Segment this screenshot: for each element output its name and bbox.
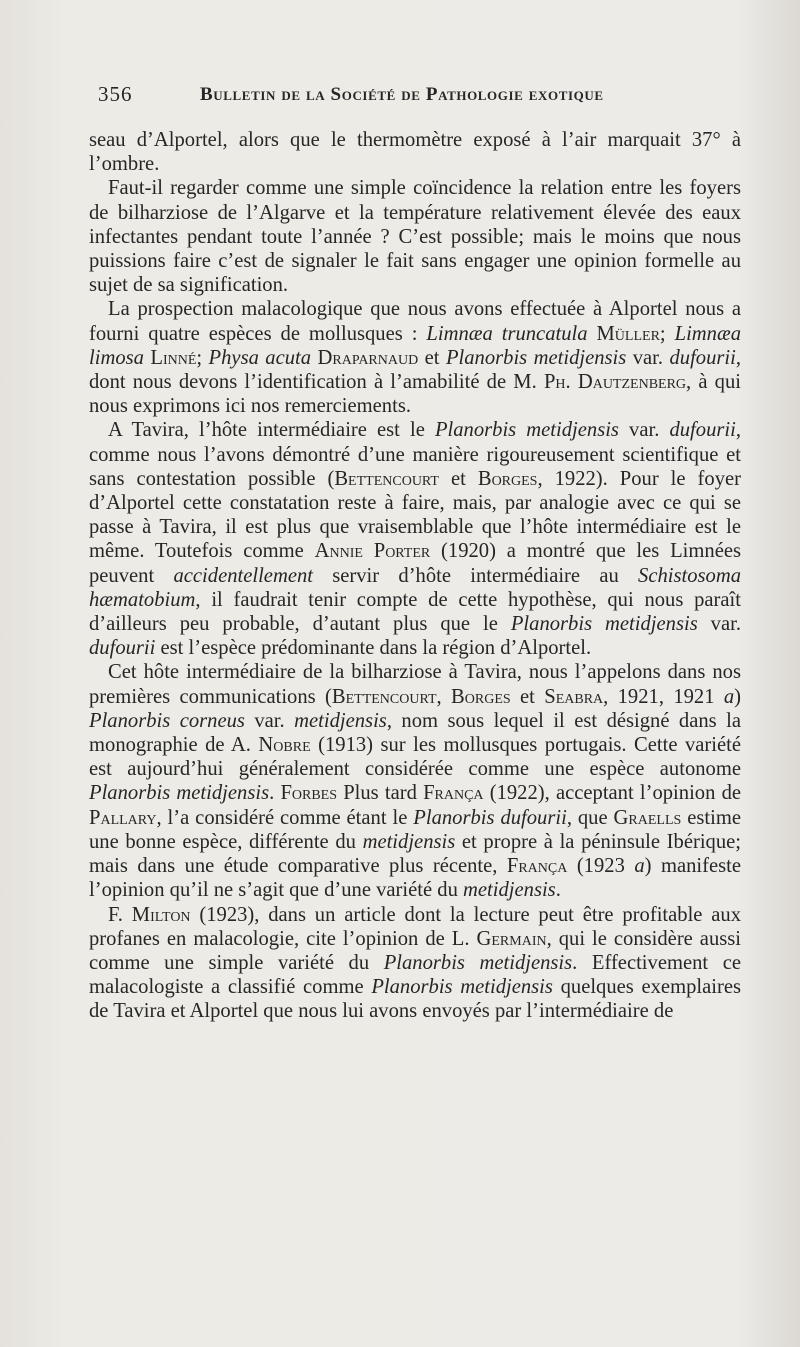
text-run: var.	[626, 346, 670, 369]
text-run: Plus tard	[337, 782, 424, 805]
text-run: Cet hôte intermédiaire de la bilharziose à Tavira, nous l’appelons dans nos premières communications (	[89, 661, 741, 708]
author-name: Pallary	[89, 806, 157, 829]
text-run: . Effectivement ce malacologiste a classifié comme	[89, 951, 741, 999]
text-run: ;	[196, 346, 209, 369]
author-name: Germain	[476, 927, 547, 950]
author-name: Borges	[477, 467, 538, 490]
italic-term: a	[723, 685, 735, 708]
paragraph-6	[89, 903, 741, 1024]
text-run: ;	[659, 322, 675, 345]
text-run: , que	[566, 806, 614, 829]
text-run: F.	[108, 903, 132, 926]
text-run: )	[734, 685, 741, 708]
text-run: var.	[618, 419, 670, 442]
paragraph-2	[89, 176, 741, 297]
author-name: Annie Porter	[314, 540, 431, 563]
text-run: quelques exemplaires de Tavira et Alportel que nous lui avons envoyés par l’intermédiaire de	[89, 976, 741, 1023]
author-name: Seabra	[544, 685, 604, 708]
text-run: seau d’Alportel, alors que le thermomètre exposé à l’air marquait 37° à l’ombre.	[89, 129, 741, 176]
italic-term: Planorbis metidjensis	[510, 613, 698, 636]
italic-term: accidentellement	[173, 564, 313, 587]
text-run: La prospection malacologique que nous avons effectuée à Alportel nous a fourni quatre espèces de mollusques :	[89, 298, 741, 345]
text-run: Faut-il regarder comme une simple coïncidence la relation entre les foyers de bilharziose de l’Algarve et la température relativement élevée des eaux infectantes pendant toute l’année ? C’est possible; mais le moins que nous puissions faire c’est de signaler le fait sans engager une opinion formelle au sujet de sa signification.	[89, 177, 741, 297]
italic-term: Planorbis metidjensis	[383, 951, 573, 974]
text-run: (1922), acceptant l’opinion de	[483, 782, 742, 805]
author-name: Borges	[451, 685, 511, 708]
author-name: Forbes	[280, 782, 338, 805]
text-run: et	[438, 467, 478, 490]
paragraph-3	[89, 297, 741, 418]
text-run: var.	[697, 613, 741, 636]
text-run: (1923	[567, 855, 635, 878]
text-run: var.	[244, 709, 295, 732]
page-number: 356	[98, 82, 133, 106]
text-run: , comme nous l’avons démontré d’une manière rigoureusement scientifique et sans contestation possible (	[89, 419, 741, 490]
text-run: estime une bonne espèce, différente du	[89, 806, 741, 853]
italic-term: dufourii	[89, 637, 156, 660]
text-run: servir d’hôte intermédiaire au	[312, 564, 639, 587]
author-name: Milton	[131, 903, 191, 926]
text-run: , 1921, 1921	[603, 685, 724, 708]
author-name: Linné	[150, 346, 197, 369]
page-header	[98, 82, 748, 116]
italic-term: Planorbis metidjensis	[371, 976, 553, 999]
italic-term: metidjensis	[362, 830, 456, 853]
author-name: Bettencourt	[334, 467, 439, 490]
italic-term: Planorbis dufourii	[413, 806, 567, 829]
text-run: .	[555, 879, 561, 902]
italic-term: Planorbis metidjensis	[89, 782, 270, 805]
text-run: (1913) sur les mollusques portugais. Cette variété est aujourd’hui généralement considérée comme une espèce autonome	[89, 734, 742, 781]
italic-term: Planorbis metidjensis	[445, 346, 627, 369]
author-name: Müller	[596, 322, 660, 345]
text-run: , qui le considère aussi comme une simple variété du	[89, 927, 741, 974]
paragraph-1	[89, 128, 741, 176]
author-name: Bettencourt	[331, 685, 437, 708]
text-run: (1920) a montré que les Limnées peuvent	[89, 540, 741, 587]
text-run: et	[510, 685, 545, 708]
text-run: .	[269, 782, 281, 805]
text-run	[588, 323, 597, 345]
italic-term: Limnæa limosa	[89, 322, 741, 369]
text-run: ,	[436, 685, 452, 708]
text-run: et	[418, 346, 446, 369]
author-name: Nobre	[258, 734, 311, 757]
italic-term: dufourii	[669, 419, 736, 442]
text-run: et propre à la péninsule Ibérique; mais dans une étude comparative plus récente,	[89, 830, 741, 878]
paragraph-4	[89, 418, 741, 660]
text-run: , il faudrait tenir compte de cette hypothèse, qui nous paraît d’ailleurs peu probable, d’autant plus que le	[89, 588, 741, 636]
italic-term: a	[634, 855, 645, 878]
text-run: , dont nous devons l’identification à l’amabilité de M.	[89, 346, 741, 394]
italic-term: metidjensis	[463, 879, 556, 902]
body-text	[89, 128, 741, 1024]
text-run: est l’espèce prédominante dans la région d’Alportel.	[155, 637, 592, 660]
text-run: , à qui nous exprimons ici nos remerciements.	[89, 371, 741, 418]
italic-term: metidjensis	[294, 709, 387, 732]
running-title: Bulletin de la Société de Pathologie exotique	[200, 84, 604, 105]
text-run: , 1922). Pour le foyer d’Alportel cette constatation reste à faire, mais, par analogie avec ce qui se passe à Tavira, il est plus que vraisemblable que l’hôte intermédiaire est le même. Toutefois comme	[89, 467, 741, 563]
italic-term: Schistosoma hæmatobium	[89, 564, 741, 611]
author-name: França	[423, 782, 484, 805]
italic-term: dufourii	[669, 346, 736, 369]
italic-term: Physa acuta	[208, 346, 312, 369]
paragraph-5	[89, 660, 741, 902]
text-run: ) manifeste l’opinion qu’il ne s’agit que d’une variété du	[89, 855, 741, 902]
italic-term: Planorbis metidjensis	[434, 419, 619, 442]
italic-term: Limnæa truncatula	[426, 322, 588, 345]
text-run: , nom sous lequel il est désigné dans la monographie de A.	[89, 709, 742, 757]
text-run: , l’a considéré comme étant le	[156, 806, 414, 829]
author-name: França	[506, 855, 568, 878]
text-run: (1923), dans un article dont la lecture peut être profitable aux profanes en malacologie, cite l’opinion de L.	[89, 903, 741, 950]
author-name: Draparnaud	[317, 346, 419, 369]
text-run: A Tavira, l’hôte intermédiaire est le	[108, 419, 435, 442]
italic-term: Planorbis corneus	[89, 709, 245, 732]
author-name: Graells	[613, 806, 682, 829]
author-name: Ph. Dautzenberg	[543, 371, 687, 394]
